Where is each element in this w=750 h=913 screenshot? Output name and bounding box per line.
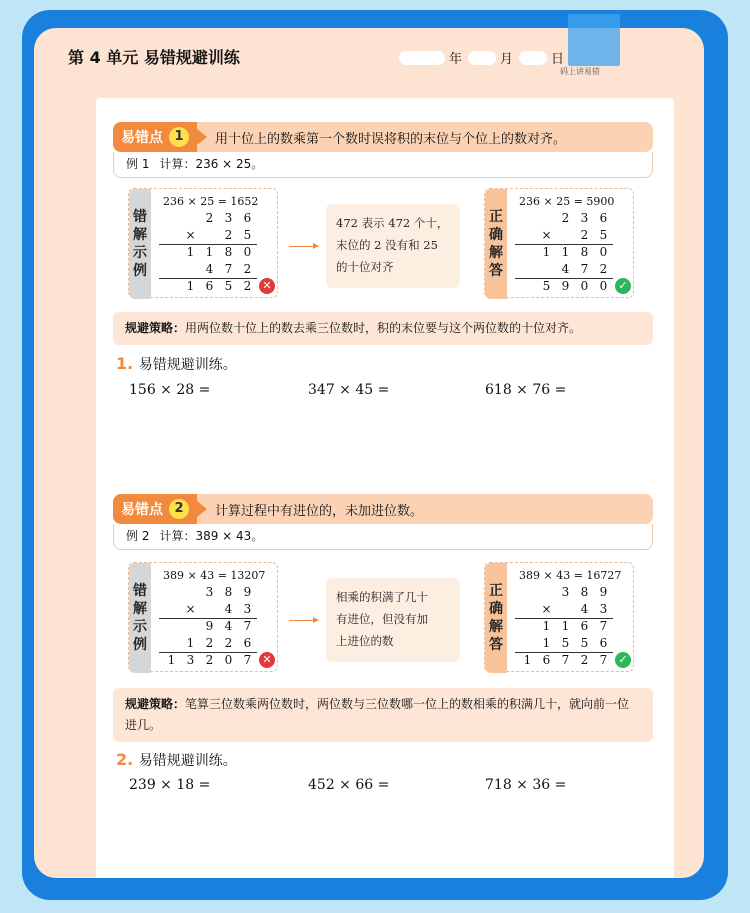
calc-digit: 1 [542, 245, 551, 259]
calc-digit: 2 [243, 262, 252, 276]
correct-label-char: 答 [489, 263, 503, 279]
correct-mark-icon: ✓ [615, 652, 631, 668]
calc-digit: × [185, 228, 196, 242]
arrow-icon [289, 620, 317, 621]
wrong-label-char: 错 [133, 583, 147, 599]
calc-digit: 0 [599, 245, 608, 259]
calc-digit: 1 [167, 653, 176, 667]
example-label: 例 1 [126, 157, 150, 171]
wrong-calc-row [159, 585, 257, 602]
day-field[interactable] [519, 51, 547, 65]
training-text: 易错规避训练。 [138, 357, 237, 373]
wrong-calc-row [159, 245, 257, 262]
error-point-tag [113, 122, 197, 152]
correct-calc-row [515, 245, 613, 262]
calc-digit: 5 [243, 228, 252, 242]
correct-calc-row [515, 653, 613, 670]
wrong-calc-row [159, 653, 257, 670]
calc-digit: 3 [561, 585, 570, 599]
wrong-label-char: 示 [133, 619, 147, 635]
calc-digit: 2 [580, 653, 589, 667]
calc-digit: 2 [599, 262, 608, 276]
wrong-calc-row [159, 636, 257, 653]
avoid-strategy [113, 688, 653, 742]
wrong-label-char: 解 [133, 601, 147, 617]
calc-digit: 2 [561, 211, 570, 225]
error-explanation [326, 578, 460, 662]
calc-digit: 1 [542, 619, 551, 633]
page-title: 第 4 单元 易错规避训练 [68, 48, 240, 67]
correct-calc-row [515, 585, 613, 602]
calc-digit: 5 [542, 279, 551, 293]
correct-calc-row [515, 636, 613, 653]
calc-digit: 7 [224, 262, 233, 276]
calc-digit: 4 [561, 262, 570, 276]
calc-digit: 7 [561, 653, 570, 667]
calc-digit: 9 [599, 585, 608, 599]
wrong-calc-row [159, 262, 257, 279]
wrong-label-char: 例 [133, 637, 147, 653]
calc-digit: 6 [205, 279, 214, 293]
practice-problem[interactable]: 347 × 45 = [308, 382, 390, 398]
strategy-text: 用两位数十位上的数去乘三位数时，积的末位要与这个两位数的十位对齐。 [185, 321, 582, 335]
qr-code-icon[interactable] [568, 14, 620, 66]
wrong-calc-row [159, 602, 257, 619]
calc-digit: 2 [243, 279, 252, 293]
calc-digit [200, 228, 219, 244]
example-text: 计算：236 × 25。 [159, 157, 264, 171]
calc-digit: 9 [243, 585, 252, 599]
explanation-line: 相乘的积满了几十 [336, 590, 428, 604]
calc-digit: × [541, 602, 552, 616]
calc-digit: 4 [205, 262, 214, 276]
training-title [116, 750, 237, 770]
wrong-calc-box [128, 562, 278, 672]
training-title [116, 354, 237, 374]
calc-digit: 1 [561, 245, 570, 259]
calc-digit: 1 [186, 636, 195, 650]
calc-digit: 6 [580, 619, 589, 633]
wrong-mark-icon: ✕ [259, 278, 275, 294]
correct-calc-row [515, 228, 613, 245]
correct-label-char: 确 [489, 227, 503, 243]
error-point-bar [113, 494, 653, 524]
practice-problem[interactable]: 718 × 36 = [485, 777, 567, 793]
calc-digit: 1 [542, 636, 551, 650]
calc-digit: 7 [243, 619, 252, 633]
wrong-label-char: 例 [133, 263, 147, 279]
correct-label-char: 确 [489, 601, 503, 617]
training-text: 易错规避训练。 [138, 753, 237, 769]
calc-digit: 7 [580, 262, 589, 276]
wrong-label [129, 189, 151, 299]
correct-calc-row [515, 279, 613, 296]
strategy-title: 规避策略： [125, 321, 186, 335]
practice-problem[interactable]: 156 × 28 = [129, 382, 211, 398]
correct-label [485, 189, 507, 299]
correct-label-char: 正 [489, 209, 503, 225]
calc-digit: 2 [205, 211, 214, 225]
explanation-line: 有进位，但没有加 [336, 612, 428, 626]
arrow-icon [289, 246, 317, 247]
error-point-text: 计算过程中有进位的，未加进位数。 [215, 503, 424, 519]
practice-problem[interactable]: 452 × 66 = [308, 777, 390, 793]
correct-calc-box [484, 562, 634, 672]
calc-digit: 6 [542, 653, 551, 667]
error-point-tag [113, 494, 197, 524]
calc-digit: 6 [243, 636, 252, 650]
training-number: 1. [116, 354, 139, 373]
wrong-equation: 389 × 43 = 13207 [163, 569, 266, 582]
calc-digit: 0 [580, 279, 589, 293]
error-point-tag-label: 易错点 [121, 502, 163, 518]
calc-digit: 0 [599, 279, 608, 293]
practice-problem[interactable]: 239 × 18 = [129, 777, 211, 793]
example-label: 例 2 [126, 529, 150, 543]
calc-digit: 9 [561, 279, 570, 293]
correct-calc-row [515, 619, 613, 636]
correct-label-char: 解 [489, 245, 503, 261]
calc-digit: 3 [599, 602, 608, 616]
wrong-label-char: 示 [133, 245, 147, 261]
calc-digit: 1 [523, 653, 532, 667]
calc-digit: 8 [580, 585, 589, 599]
calc-digit: 2 [580, 228, 589, 242]
calc-digit: 7 [243, 653, 252, 667]
error-point-number: 2 [169, 499, 189, 519]
correct-label-char: 正 [489, 583, 503, 599]
explanation-line: 末位的 2 没有和 25 [336, 238, 438, 252]
practice-problem[interactable]: 618 × 76 = [485, 382, 567, 398]
calc-digit: 5 [580, 636, 589, 650]
calc-digit: 6 [599, 211, 608, 225]
explanation-line: 上进位的数 [336, 634, 394, 648]
calc-digit: 8 [224, 245, 233, 259]
month-field[interactable] [468, 51, 496, 65]
calc-digit: 7 [599, 619, 608, 633]
calc-digit: 2 [205, 653, 214, 667]
correct-calc-row [515, 211, 613, 228]
example-line [113, 152, 653, 178]
wrong-calc-box [128, 188, 278, 298]
day-label: 日 [551, 52, 565, 67]
calc-digit: 4 [224, 602, 233, 616]
wrong-equation: 236 × 25 = 1652 [163, 195, 259, 208]
calc-digit: 1 [186, 279, 195, 293]
calc-digit [556, 228, 575, 244]
calc-digit: 3 [580, 211, 589, 225]
calc-digit: 6 [243, 211, 252, 225]
month-label: 月 [500, 52, 514, 67]
error-point-tag-label: 易错点 [121, 130, 163, 146]
calc-digit: 1 [205, 245, 214, 259]
correct-calc-box [484, 188, 634, 298]
calc-digit: 2 [224, 636, 233, 650]
wrong-calc-row [159, 211, 257, 228]
calc-digit: 3 [224, 211, 233, 225]
calc-digit: 2 [224, 228, 233, 242]
calc-digit: 7 [599, 653, 608, 667]
error-point-number: 1 [169, 127, 189, 147]
correct-calc-row [515, 602, 613, 619]
qr-caption: 码上讲易错 [560, 67, 600, 76]
calc-digit: 0 [224, 653, 233, 667]
calc-digit: 4 [224, 619, 233, 633]
avoid-strategy [113, 312, 653, 345]
calc-digit: 4 [580, 602, 589, 616]
correct-label-char: 解 [489, 619, 503, 635]
year-label: 年 [449, 52, 463, 67]
calc-digit: 0 [243, 245, 252, 259]
error-point-text: 用十位上的数乘第一个数时误将积的末位与个位上的数对齐。 [215, 131, 567, 147]
calc-digit: 6 [599, 636, 608, 650]
wrong-calc-row [159, 619, 257, 636]
calc-digit: 3 [205, 585, 214, 599]
error-point-bar [113, 122, 653, 152]
calc-digit: 8 [580, 245, 589, 259]
calc-digit: 5 [224, 279, 233, 293]
calc-digit: × [185, 602, 196, 616]
wrong-label-char: 错 [133, 209, 147, 225]
wrong-calc-row [159, 279, 257, 296]
calc-digit: 5 [561, 636, 570, 650]
strategy-text: 笔算三位数乘两位数时，两位数与三位数哪一位上的数相乘的积满几十，就向前一位进几。 [125, 697, 630, 732]
example-line [113, 524, 653, 550]
correct-label [485, 563, 507, 673]
correct-label-char: 答 [489, 637, 503, 653]
explanation-line: 的十位对齐 [336, 260, 394, 274]
strategy-title: 规避策略： [125, 697, 186, 711]
calc-digit: × [541, 228, 552, 242]
wrong-label-char: 解 [133, 227, 147, 243]
calc-digit: 1 [186, 245, 195, 259]
calc-digit: 3 [243, 602, 252, 616]
explanation-line: 472 表示 472 个十， [336, 216, 449, 230]
error-explanation [326, 204, 460, 288]
correct-calc-row [515, 262, 613, 279]
calc-digit: 9 [205, 619, 214, 633]
wrong-calc-row [159, 228, 257, 245]
correct-equation: 236 × 25 = 5900 [519, 195, 615, 208]
calc-digit: 3 [186, 653, 195, 667]
calc-digit: 2 [205, 636, 214, 650]
wrong-mark-icon: ✕ [259, 652, 275, 668]
date-fields [399, 48, 570, 67]
training-number: 2. [116, 750, 139, 769]
calc-digit [200, 602, 219, 618]
calc-digit [556, 602, 575, 618]
wrong-label [129, 563, 151, 673]
year-field[interactable] [399, 51, 445, 65]
example-text: 计算：389 × 43。 [159, 529, 264, 543]
correct-equation: 389 × 43 = 16727 [519, 569, 622, 582]
calc-digit: 5 [599, 228, 608, 242]
correct-mark-icon: ✓ [615, 278, 631, 294]
calc-digit: 1 [561, 619, 570, 633]
calc-digit: 8 [224, 585, 233, 599]
